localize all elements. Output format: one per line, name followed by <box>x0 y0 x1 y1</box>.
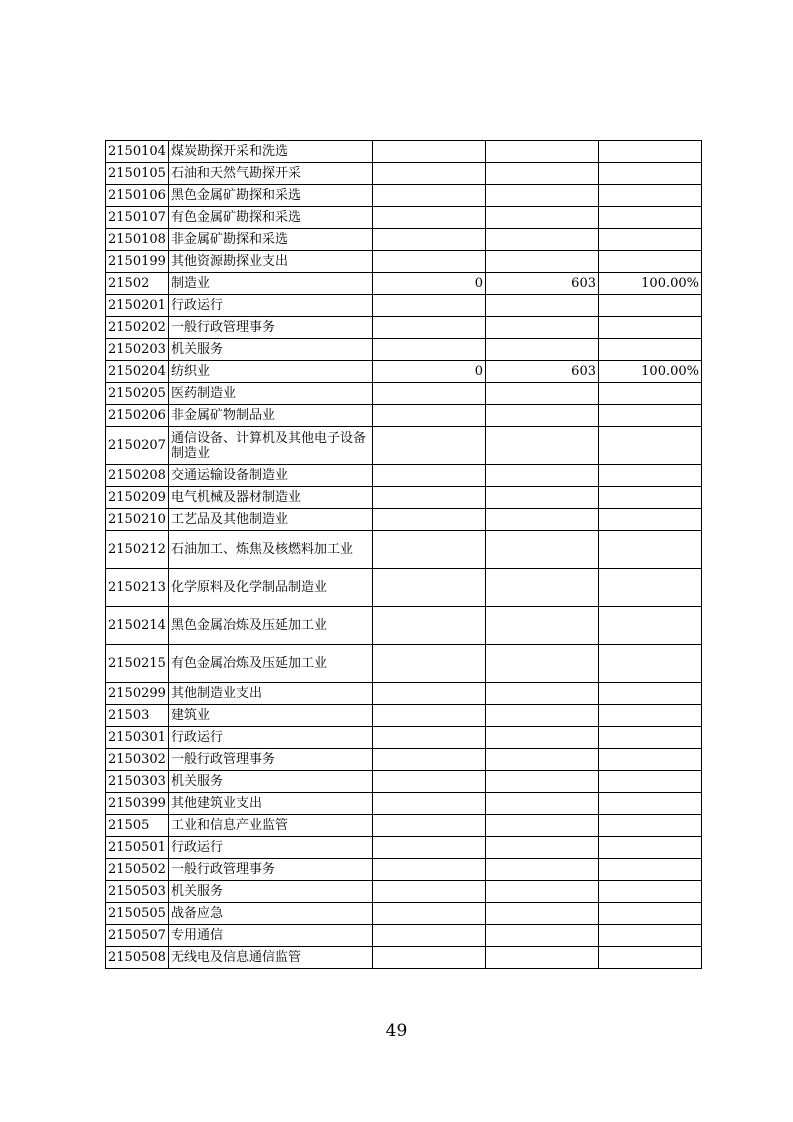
code-cell: 2150507 <box>106 925 169 947</box>
name-cell: 有色金属矿勘探和采选 <box>169 207 373 229</box>
value-cell <box>373 185 486 207</box>
code-cell: 2150204 <box>106 361 169 383</box>
table-row <box>106 427 702 465</box>
value-cell <box>373 815 486 837</box>
percent-cell <box>599 705 702 727</box>
name-cell: 石油和天然气勘探开采 <box>169 163 373 185</box>
table-row <box>106 815 702 837</box>
value-cell <box>373 317 486 339</box>
value-cell <box>373 607 486 645</box>
name-cell: 一般行政管理事务 <box>169 317 373 339</box>
table-row <box>106 925 702 947</box>
name-cell: 非金属矿勘探和采选 <box>169 229 373 251</box>
name-cell: 无线电及信息通信监管 <box>169 947 373 969</box>
name-cell: 机关服务 <box>169 339 373 361</box>
percent-cell <box>599 339 702 361</box>
value-cell <box>486 141 599 163</box>
code-cell: 2150203 <box>106 339 169 361</box>
code-cell: 2150205 <box>106 383 169 405</box>
code-cell: 21505 <box>106 815 169 837</box>
code-cell: 2150399 <box>106 793 169 815</box>
budget-table <box>105 140 702 969</box>
value-cell: 0 <box>373 273 486 295</box>
value-cell <box>486 815 599 837</box>
name-cell: 化学原料及化学制品制造业 <box>169 569 373 607</box>
code-cell: 2150199 <box>106 251 169 273</box>
table-row <box>106 229 702 251</box>
table-row <box>106 903 702 925</box>
value-cell <box>373 531 486 569</box>
value-cell <box>373 383 486 405</box>
percent-cell <box>599 465 702 487</box>
percent-cell <box>599 405 702 427</box>
value-cell <box>373 339 486 361</box>
table-row <box>106 251 702 273</box>
percent-cell <box>599 487 702 509</box>
name-cell: 机关服务 <box>169 881 373 903</box>
name-cell: 交通运输设备制造业 <box>169 465 373 487</box>
code-cell: 2150104 <box>106 141 169 163</box>
code-cell: 2150209 <box>106 487 169 509</box>
percent-cell <box>599 251 702 273</box>
name-cell: 一般行政管理事务 <box>169 859 373 881</box>
code-cell: 2150215 <box>106 645 169 683</box>
value-cell <box>486 859 599 881</box>
name-cell: 非金属矿物制品业 <box>169 405 373 427</box>
value-cell <box>486 645 599 683</box>
name-cell: 电气机械及器材制造业 <box>169 487 373 509</box>
percent-cell <box>599 317 702 339</box>
code-cell: 2150107 <box>106 207 169 229</box>
value-cell <box>486 837 599 859</box>
percent-cell: 100.00% <box>599 361 702 383</box>
value-cell <box>486 727 599 749</box>
value-cell: 603 <box>486 273 599 295</box>
percent-cell <box>599 771 702 793</box>
name-cell: 其他资源勘探业支出 <box>169 251 373 273</box>
table-row <box>106 837 702 859</box>
value-cell <box>486 317 599 339</box>
name-cell: 石油加工、炼焦及核燃料加工业 <box>169 531 373 569</box>
table-row <box>106 185 702 207</box>
percent-cell <box>599 531 702 569</box>
percent-cell <box>599 569 702 607</box>
value-cell <box>373 749 486 771</box>
value-cell <box>486 531 599 569</box>
value-cell <box>486 509 599 531</box>
value-cell <box>486 607 599 645</box>
value-cell <box>486 207 599 229</box>
value-cell <box>486 251 599 273</box>
name-cell: 工业和信息产业监管 <box>169 815 373 837</box>
value-cell <box>486 339 599 361</box>
code-cell: 2150208 <box>106 465 169 487</box>
value-cell <box>486 683 599 705</box>
value-cell <box>486 705 599 727</box>
percent-cell <box>599 645 702 683</box>
percent-cell <box>599 683 702 705</box>
percent-cell <box>599 207 702 229</box>
table-row <box>106 859 702 881</box>
table-row <box>106 487 702 509</box>
value-cell <box>373 771 486 793</box>
table-row <box>106 793 702 815</box>
table-row <box>106 273 702 295</box>
table-row <box>106 295 702 317</box>
table-row <box>106 569 702 607</box>
table-row <box>106 207 702 229</box>
name-cell: 行政运行 <box>169 295 373 317</box>
value-cell <box>373 427 486 465</box>
code-cell: 21503 <box>106 705 169 727</box>
value-cell <box>486 569 599 607</box>
percent-cell <box>599 427 702 465</box>
value-cell <box>373 509 486 531</box>
value-cell <box>373 405 486 427</box>
code-cell: 2150108 <box>106 229 169 251</box>
name-cell: 其他建筑业支出 <box>169 793 373 815</box>
name-cell: 机关服务 <box>169 771 373 793</box>
value-cell <box>486 925 599 947</box>
value-cell <box>486 405 599 427</box>
value-cell <box>486 465 599 487</box>
table-row <box>106 771 702 793</box>
table-row <box>106 683 702 705</box>
table-row <box>106 465 702 487</box>
code-cell: 2150303 <box>106 771 169 793</box>
percent-cell <box>599 925 702 947</box>
name-cell: 煤炭勘探开采和洗选 <box>169 141 373 163</box>
code-cell: 2150501 <box>106 837 169 859</box>
name-cell: 纺织业 <box>169 361 373 383</box>
percent-cell <box>599 859 702 881</box>
value-cell <box>486 427 599 465</box>
value-cell <box>373 207 486 229</box>
table-row <box>106 141 702 163</box>
page-number: 49 <box>385 1021 408 1041</box>
value-cell: 0 <box>373 361 486 383</box>
table-row <box>106 705 702 727</box>
name-cell: 有色金属冶炼及压延加工业 <box>169 645 373 683</box>
code-cell: 2150301 <box>106 727 169 749</box>
code-cell: 2150201 <box>106 295 169 317</box>
name-cell: 黑色金属矿勘探和采选 <box>169 185 373 207</box>
name-cell: 建筑业 <box>169 705 373 727</box>
value-cell <box>373 727 486 749</box>
table-row <box>106 749 702 771</box>
percent-cell <box>599 837 702 859</box>
percent-cell <box>599 947 702 969</box>
table-row <box>106 531 702 569</box>
value-cell <box>373 251 486 273</box>
value-cell <box>486 487 599 509</box>
table-row <box>106 607 702 645</box>
percent-cell <box>599 903 702 925</box>
code-cell: 2150505 <box>106 903 169 925</box>
name-cell: 工艺品及其他制造业 <box>169 509 373 531</box>
value-cell <box>373 141 486 163</box>
value-cell <box>486 903 599 925</box>
percent-cell <box>599 749 702 771</box>
name-cell: 行政运行 <box>169 837 373 859</box>
code-cell: 2150106 <box>106 185 169 207</box>
value-cell <box>373 163 486 185</box>
name-cell: 黑色金属冶炼及压延加工业 <box>169 607 373 645</box>
value-cell <box>373 793 486 815</box>
table-row <box>106 383 702 405</box>
code-cell: 2150206 <box>106 405 169 427</box>
code-cell: 2150214 <box>106 607 169 645</box>
table-row <box>106 339 702 361</box>
percent-cell <box>599 727 702 749</box>
code-cell: 2150202 <box>106 317 169 339</box>
value-cell: 603 <box>486 361 599 383</box>
value-cell <box>486 771 599 793</box>
value-cell <box>373 925 486 947</box>
code-cell: 2150105 <box>106 163 169 185</box>
name-cell: 一般行政管理事务 <box>169 749 373 771</box>
name-cell: 行政运行 <box>169 727 373 749</box>
value-cell <box>373 645 486 683</box>
table-row <box>106 881 702 903</box>
table-row <box>106 509 702 531</box>
value-cell <box>486 749 599 771</box>
name-cell: 通信设备、计算机及其他电子设备制造业 <box>169 427 373 465</box>
value-cell <box>373 837 486 859</box>
code-cell: 2150213 <box>106 569 169 607</box>
value-cell <box>373 465 486 487</box>
value-cell <box>373 705 486 727</box>
percent-cell <box>599 509 702 531</box>
percent-cell <box>599 295 702 317</box>
value-cell <box>486 229 599 251</box>
name-cell: 其他制造业支出 <box>169 683 373 705</box>
value-cell <box>373 947 486 969</box>
name-cell: 战备应急 <box>169 903 373 925</box>
table-row <box>106 317 702 339</box>
code-cell: 2150503 <box>106 881 169 903</box>
table-row <box>106 405 702 427</box>
percent-cell <box>599 881 702 903</box>
value-cell <box>373 903 486 925</box>
value-cell <box>486 185 599 207</box>
table-row <box>106 727 702 749</box>
name-cell: 医药制造业 <box>169 383 373 405</box>
value-cell <box>486 793 599 815</box>
table-row <box>106 163 702 185</box>
percent-cell <box>599 793 702 815</box>
percent-cell <box>599 815 702 837</box>
name-cell: 制造业 <box>169 273 373 295</box>
percent-cell <box>599 163 702 185</box>
table-row <box>106 645 702 683</box>
table-row <box>106 361 702 383</box>
value-cell <box>486 295 599 317</box>
percent-cell <box>599 229 702 251</box>
value-cell <box>373 487 486 509</box>
value-cell <box>486 881 599 903</box>
value-cell <box>373 569 486 607</box>
percent-cell <box>599 383 702 405</box>
code-cell: 21502 <box>106 273 169 295</box>
percent-cell <box>599 141 702 163</box>
value-cell <box>373 229 486 251</box>
code-cell: 2150210 <box>106 509 169 531</box>
percent-cell: 100.00% <box>599 273 702 295</box>
code-cell: 2150508 <box>106 947 169 969</box>
value-cell <box>486 383 599 405</box>
code-cell: 2150207 <box>106 427 169 465</box>
code-cell: 2150299 <box>106 683 169 705</box>
name-cell: 专用通信 <box>169 925 373 947</box>
code-cell: 2150212 <box>106 531 169 569</box>
value-cell <box>373 881 486 903</box>
value-cell <box>373 859 486 881</box>
value-cell <box>486 163 599 185</box>
value-cell <box>486 947 599 969</box>
value-cell <box>373 683 486 705</box>
value-cell <box>373 295 486 317</box>
code-cell: 2150502 <box>106 859 169 881</box>
percent-cell <box>599 185 702 207</box>
code-cell: 2150302 <box>106 749 169 771</box>
table-row <box>106 947 702 969</box>
percent-cell <box>599 607 702 645</box>
